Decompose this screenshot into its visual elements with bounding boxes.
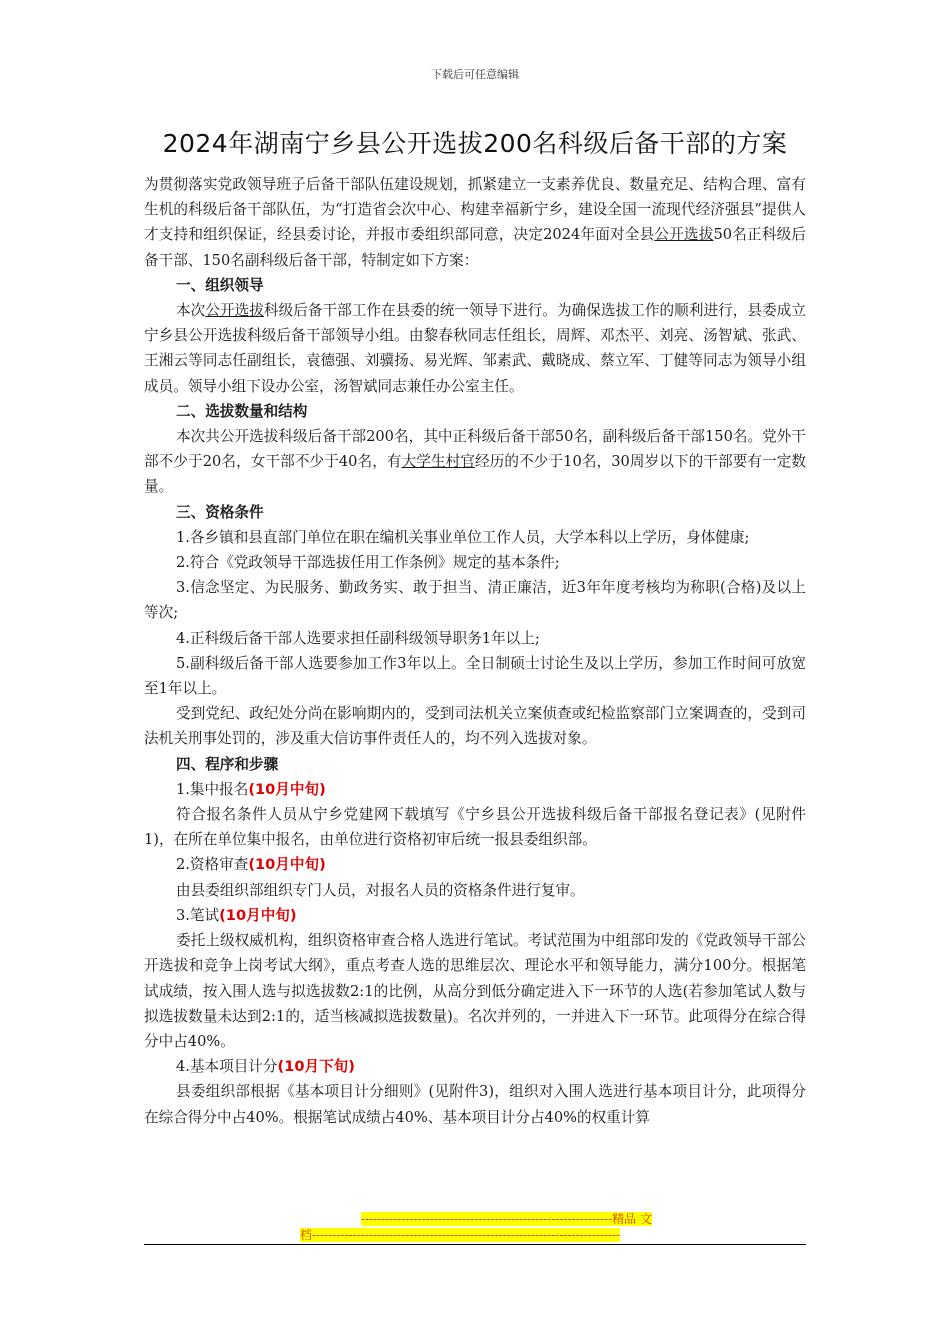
step3-time: (10月中旬) xyxy=(219,906,297,924)
section1-text: 本次 xyxy=(176,302,206,320)
step-label xyxy=(144,777,806,802)
step2-text: 由县委组织部组织专门人员，对报名人员的资格条件进行复审。 xyxy=(176,881,585,899)
step1-time: (10月中旬) xyxy=(248,780,326,798)
step-label xyxy=(144,1054,806,1079)
intro-paragraph xyxy=(144,172,806,273)
step3-label: 3.笔试 xyxy=(176,906,220,924)
exclusion-paragraph: 受到党纪、政纪处分尚在影响期内的，受到司法机关立案侦查或纪检监察部门立案调查的，受到司法机关刑事处罚的，涉及重大信访事件责任人的，均不列入选拔对象。 xyxy=(144,705,806,748)
step-label xyxy=(144,852,806,877)
link-public-selection[interactable]: 公开选拔 xyxy=(654,226,714,244)
section2-text-end: 经历的不少于10名，30周岁以下的干部要有一定数量。 xyxy=(144,453,806,496)
step4-label: 4.基本项目计分 xyxy=(176,1058,278,1076)
link-public-selection-2[interactable]: 公开选拔 xyxy=(205,302,264,320)
section-heading-3: 三、资格条件 xyxy=(176,503,264,521)
qualification-item: 5.副科级后备干部人选要参加工作3年以上。全日制硕士讨论生及以上学历，参加工作时间可放宽至1年以上。 xyxy=(144,654,806,698)
section-heading-4: 四、程序和步骤 xyxy=(176,755,279,773)
qualification-item: 4.正科级后备干部人选要求担任副科级领导职务1年以上; xyxy=(176,629,540,647)
step1-text: 符合报名条件人员从宁乡党建网下载填写《宁乡县公开选拔科级后备干部报名登记表》(见附件1)，在所在单位集中报名，由单位进行资格初审后统一报县委组织部。 xyxy=(144,806,806,849)
link-village-official[interactable]: 大学生村官 xyxy=(401,453,476,471)
section2-paragraph xyxy=(144,424,806,500)
step2-time: (10月中旬) xyxy=(248,856,326,874)
header-note: 下载后可任意编辑 xyxy=(431,68,519,81)
qualification-item: 1.各乡镇和县直部门单位在职在编机关事业单位工作人员，大学本科以上学历，身体健康; xyxy=(176,528,750,546)
step3-text: 委托上级权威机构，组织资格审查合格人选进行笔试。考试范围为中组部印发的《党政领导干部公开选拔和竞争上岗考试大纲》，重点考查人选的思维层次、理论水平和领导能力，满分100分。根据笔试成绩，按入围人选与拟选拔数2:1的比例，从高分到低分确定进入下一环节的人选(若参加笔试人数与拟选拔数量未达到2:1的，适当核减拟选拔数量)。名次并列的，一并进入下一环节。此项得分在综合得分中占40%。 xyxy=(144,932,806,1050)
section-heading-1: 一、组织领导 xyxy=(176,276,264,294)
document-body xyxy=(144,172,806,1130)
qualification-item: 2.符合《党政领导干部选拔任用工作条例》规定的基本条件; xyxy=(176,554,560,572)
footer-line-1: --------------------------------------------------------------精品 文 xyxy=(360,1212,652,1226)
step1-label: 1.集中报名 xyxy=(176,780,249,798)
footer-line-2: 档---------------------------------------------------------------------------- xyxy=(300,1228,621,1242)
section2-text: 本次共公开选拔科级后备干部200名，其中正科级后备干部50名，副科级后备干部150名。党外干部不少于20名，女干部不少于40名，有 xyxy=(144,428,806,471)
section-heading-2: 二、选拔数量和结构 xyxy=(176,402,308,420)
intro-text-end: 50名正科级后备干部、150名副科级后备干部，特制定如下方案： xyxy=(144,226,806,269)
step2-label: 2.资格审查 xyxy=(176,856,249,874)
step4-text: 县委组织部根据《基本项目计分细则》(见附件3)，组织对入围人选进行基本项目计分，此项得分在综合得分中占40%。根据笔试成绩占40%、基本项目计分占40%的权重计算 xyxy=(144,1083,806,1126)
footer-watermark xyxy=(300,1211,652,1243)
step-label xyxy=(144,903,806,928)
section1-text-end: 科级后备干部工作在县委的统一领导下进行。为确保选拔工作的顺利进行，县委成立宁乡县公开选拔科级后备干部领导小组。由黎春秋同志任组长，周辉、邓杰平、刘亮、汤智斌、张武、王湘云等同志任副组长，袁德强、刘骥扬、易光辉、邹素武、戴晓成、蔡立军、丁健等同志为领导小组成员。领导小组下设办公室，汤智斌同志兼任办公室主任。 xyxy=(144,302,806,395)
section1-paragraph xyxy=(144,298,806,399)
intro-text: 为贯彻落实党政领导班子后备干部队伍建设规划，抓紧建立一支素养优良、数量充足、结构合理、富有生机的科级后备干部队伍，为“打造省会次中心、构建幸福新宁乡，建设全国一流现代经济强县”提供人才支持和组织保证，经县委讨论，并报市委组织部同意，决定2024年面对全县 xyxy=(144,176,806,244)
step4-time: (10月下旬) xyxy=(277,1058,355,1076)
qualification-item: 3.信念坚定、为民服务、勤政务实、敢于担当、清正廉洁，近3年年度考核均为称职(合格)及以上等次; xyxy=(144,579,806,622)
footer-divider xyxy=(144,1244,806,1245)
document-title: 2024年湖南宁乡县公开选拔200名科级后备干部的方案 xyxy=(162,129,788,158)
